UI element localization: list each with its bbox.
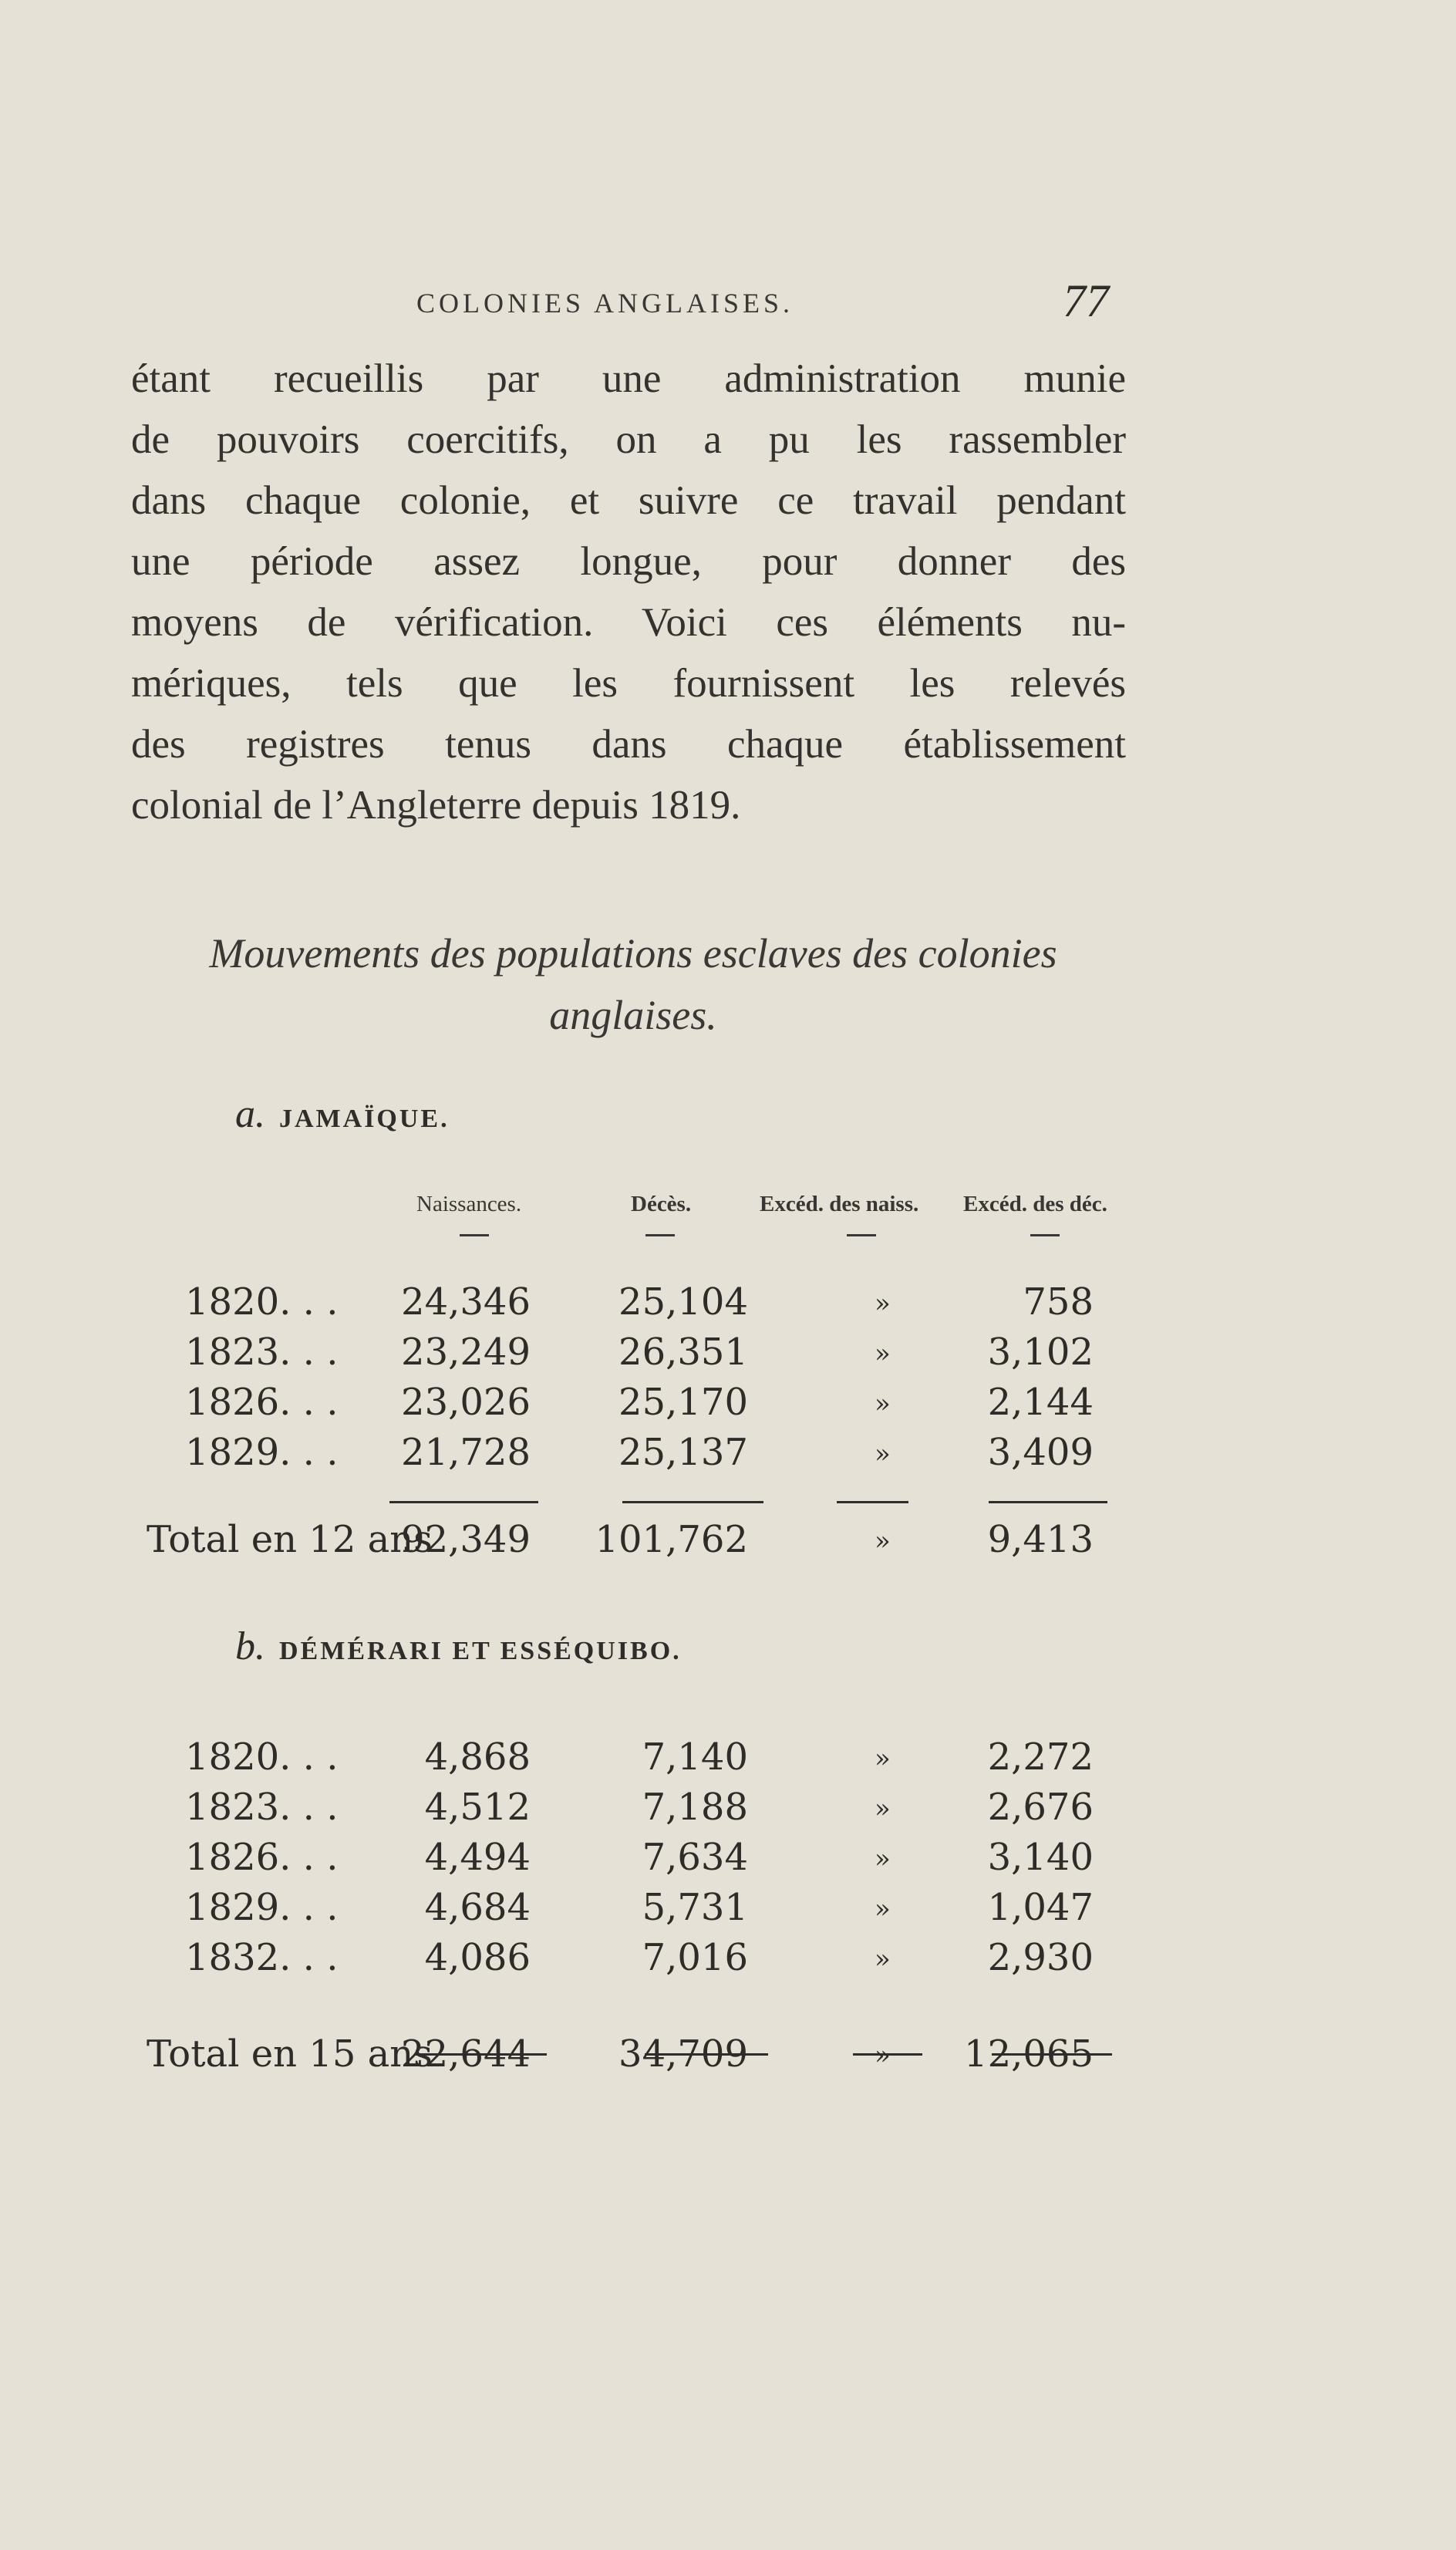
paragraph-line: mériques, tels que les fournissent les relevés [131, 661, 1126, 706]
total-label: Total en 15 ans [147, 2032, 433, 2076]
paragraph-line: une période assez longue, pour donner des [131, 539, 1126, 584]
table-row [0, 1735, 1456, 1785]
total-row [0, 2032, 1456, 2082]
column-header-deces: Décès. [631, 1192, 692, 1216]
year-cell: 1823. . . [185, 1786, 339, 1829]
paragraph-line: dans chaque colonie, et suivre ce travail pendant [131, 478, 1126, 523]
naissances-cell: 24,346 [401, 1280, 531, 1324]
total-rule [837, 1501, 908, 1503]
table-a-letter: a. [235, 1092, 265, 1136]
column-dash [645, 1234, 675, 1236]
exced-naiss-cell: » [875, 1793, 891, 1824]
exced-dec-cell: 2,676 [987, 1786, 1094, 1829]
exced-naiss-cell: » [875, 1288, 891, 1319]
section-title [143, 923, 1123, 1046]
table-row [0, 1886, 1456, 1935]
paragraph-line: de pouvoirs coercitifs, on a pu les rassembler [131, 417, 1126, 462]
deces-cell: 25,104 [618, 1280, 748, 1324]
naissances-cell: 23,026 [401, 1381, 531, 1424]
total-label: Total en 12 ans [147, 1518, 433, 1561]
paragraph-line: colonial de l’Angleterre depuis 1819. [131, 783, 741, 828]
page-number: 77 [1063, 275, 1109, 326]
section-title-line: anglaises. [549, 992, 717, 1038]
total-exced-dec: 12,065 [964, 2032, 1094, 2076]
year-cell: 1826. . . [185, 1381, 339, 1424]
body-paragraph [131, 349, 1126, 836]
table-row [0, 1431, 1456, 1480]
year-cell: 1820. . . [185, 1735, 339, 1779]
column-header-naissances: Naissances. [416, 1192, 522, 1216]
exced-dec-cell: 1,047 [987, 1886, 1094, 1929]
deces-cell: 5,731 [642, 1886, 748, 1929]
table-row [0, 1936, 1456, 1985]
year-cell: 1829. . . [185, 1431, 339, 1474]
exced-naiss-cell: » [875, 1843, 891, 1874]
table-b-heading [235, 1624, 682, 1669]
naissances-cell: 4,684 [424, 1886, 531, 1929]
total-row [0, 1518, 1456, 1567]
year-cell: 1832. . . [185, 1936, 339, 1979]
running-header: COLONIES ANGLAISES. [416, 288, 794, 319]
section-title-line: Mouvements des populations esclaves des colonies [209, 930, 1057, 976]
total-deces: 101,762 [595, 1518, 748, 1561]
table-row [0, 1280, 1456, 1330]
year-cell: 1826. . . [185, 1836, 339, 1879]
naissances-cell: 4,868 [424, 1735, 531, 1779]
exced-naiss-cell: » [875, 1743, 891, 1774]
column-dash [847, 1234, 876, 1236]
table-row [0, 1786, 1456, 1835]
deces-cell: 7,140 [642, 1735, 748, 1779]
column-dash [1030, 1234, 1060, 1236]
year-cell: 1829. . . [185, 1886, 339, 1929]
exced-naiss-cell: » [875, 1439, 891, 1469]
paragraph-line: des registres tenus dans chaque établissement [131, 722, 1126, 767]
total-naissances: 92,349 [401, 1518, 531, 1561]
exced-naiss-cell: » [875, 1944, 891, 1975]
naissances-cell: 21,728 [401, 1431, 531, 1474]
total-rule [622, 1501, 763, 1503]
exced-dec-cell: 2,272 [987, 1735, 1094, 1779]
exced-dec-cell: 2,930 [987, 1936, 1094, 1979]
deces-cell: 7,188 [642, 1786, 748, 1829]
naissances-cell: 4,494 [424, 1836, 531, 1879]
naissances-cell: 4,086 [424, 1936, 531, 1979]
year-cell: 1823. . . [185, 1331, 339, 1374]
exced-dec-cell: 3,102 [987, 1331, 1094, 1374]
total-exced-dec: 9,413 [987, 1518, 1094, 1561]
table-row [0, 1331, 1456, 1380]
exced-dec-cell: 3,140 [987, 1836, 1094, 1879]
deces-cell: 7,634 [642, 1836, 748, 1879]
total-rule [389, 1501, 538, 1503]
total-naissances: 22,644 [401, 2032, 531, 2076]
table-row [0, 1836, 1456, 1885]
table-a-name: JAMAÏQUE. [279, 1105, 450, 1133]
exced-naiss-cell: » [875, 1388, 891, 1419]
column-dash [460, 1234, 489, 1236]
exced-dec-cell: 3,409 [987, 1431, 1094, 1474]
exced-naiss-cell: » [875, 1338, 891, 1369]
paragraph-line: étant recueillis par une administration munie [131, 356, 1126, 401]
total-exced-naiss: » [875, 1526, 891, 1557]
naissances-cell: 23,249 [401, 1331, 531, 1374]
total-deces: 34,709 [618, 2032, 748, 2076]
deces-cell: 7,016 [642, 1936, 748, 1979]
table-b-name: DÉMÉRARI ET ESSÉQUIBO. [279, 1637, 682, 1665]
exced-dec-cell: 758 [1023, 1280, 1094, 1324]
total-rule [989, 1501, 1107, 1503]
table-b-letter: b. [235, 1624, 265, 1668]
naissances-cell: 4,512 [424, 1786, 531, 1829]
column-header-exced-naiss: Excéd. des naiss. [760, 1192, 919, 1216]
column-header-exced-dec: Excéd. des déc. [963, 1192, 1107, 1216]
exced-naiss-cell: » [875, 1894, 891, 1924]
year-cell: 1820. . . [185, 1280, 339, 1324]
deces-cell: 26,351 [618, 1331, 748, 1374]
deces-cell: 25,137 [618, 1431, 748, 1474]
exced-dec-cell: 2,144 [987, 1381, 1094, 1424]
table-a-heading [235, 1091, 450, 1137]
table-row [0, 1381, 1456, 1430]
deces-cell: 25,170 [618, 1381, 748, 1424]
paragraph-line: moyens de vérification. Voici ces éléments nu- [131, 600, 1126, 645]
total-exced-naiss: » [875, 2040, 891, 2071]
